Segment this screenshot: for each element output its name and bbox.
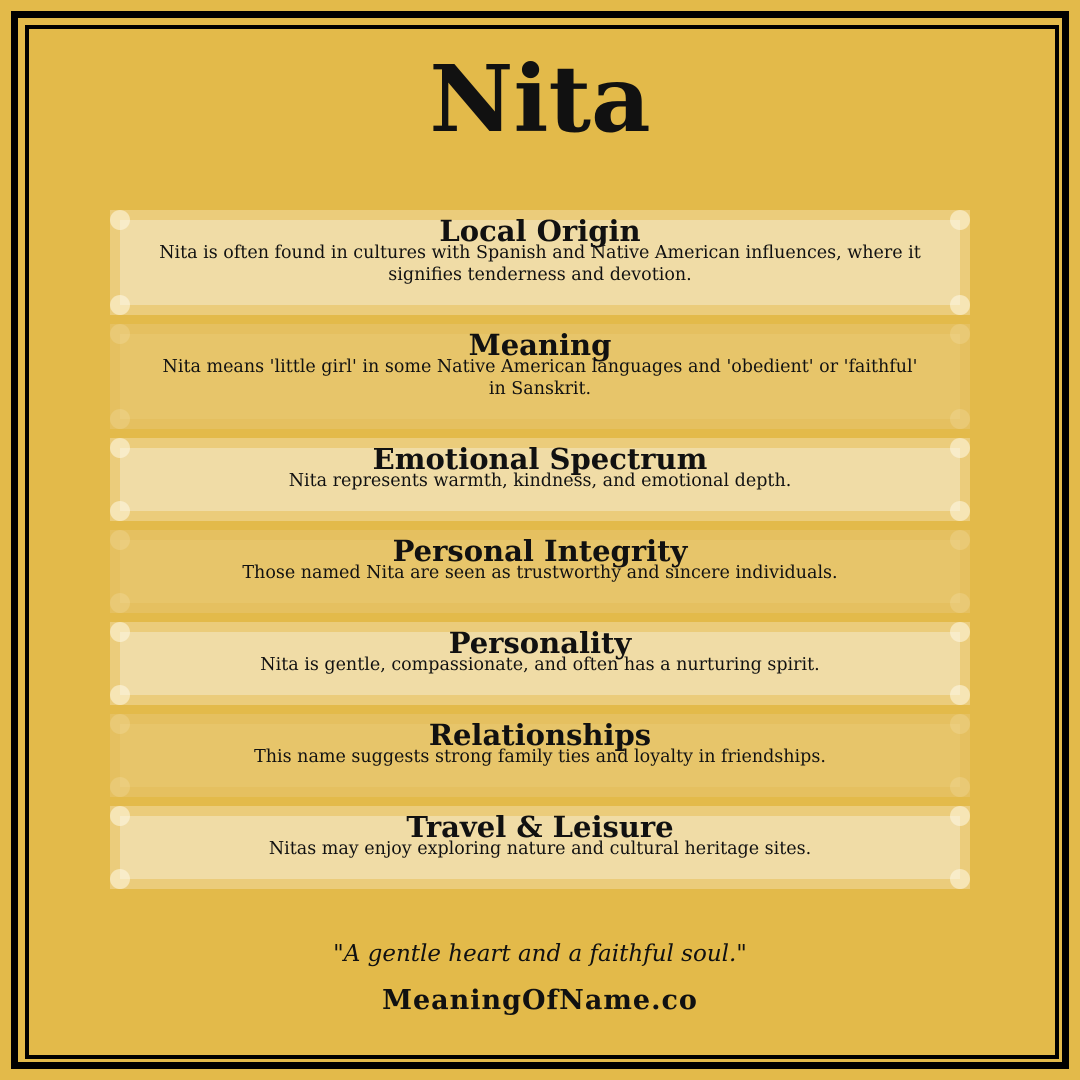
corner-dot-icon [950,324,970,344]
corner-dot-icon [110,501,130,521]
card-text: Nita is gentle, compassionate, and often has a nurturing spirit. [260,655,820,675]
card-text: Nita represents warmth, kindness, and emotional depth. [288,471,792,491]
corner-dot-icon [950,714,970,734]
corner-dot-icon [110,714,130,734]
corner-dot-icon [110,295,130,315]
corner-dot-icon [110,593,130,613]
card-text: Those named Nita are seen as trustworthy and sincere individuals. [242,563,838,583]
card-relationships [110,714,970,797]
corner-dot-icon [950,501,970,521]
corner-dot-icon [950,593,970,613]
card-text: Nitas may enjoy exploring nature and cultural heritage sites. [268,839,812,859]
card-heading: Relationships [428,718,652,752]
corner-dot-icon [950,685,970,705]
corner-dot-icon [110,409,130,429]
corner-dot-icon [950,622,970,642]
corner-dot-icon [110,530,130,550]
card-emotional-spectrum [110,438,970,521]
corner-dot-icon [110,685,130,705]
corner-dot-icon [950,409,970,429]
corner-dot-icon [110,210,130,230]
card-text: This name suggests strong family ties and loyalty in friendships. [254,747,826,767]
corner-dot-icon [110,324,130,344]
corner-dot-icon [950,530,970,550]
card-text: Nita means 'little girl' in some Native American languages and 'obedient' or 'faithful' in Sanskrit. [162,357,918,399]
card-heading: Personality [448,626,632,660]
card-personal-integrity [110,530,970,613]
corner-dot-icon [950,777,970,797]
corner-dot-icon [950,869,970,889]
card-personality [110,622,970,705]
quote: "A gentle heart and a faithful soul." [333,941,747,967]
corner-dot-icon [110,869,130,889]
corner-dot-icon [950,295,970,315]
card-text: Nita is often found in cultures with Spanish and Native American influences, where it signifies tenderness and devotion. [159,243,921,285]
corner-dot-icon [950,806,970,826]
card-heading: Personal Integrity [392,534,688,568]
corner-dot-icon [110,777,130,797]
corner-dot-icon [110,806,130,826]
card-local-origin [110,210,970,315]
corner-dot-icon [950,210,970,230]
corner-dot-icon [110,438,130,458]
corner-dot-icon [950,438,970,458]
page-title: Nita [429,45,651,153]
card-heading: Meaning [468,328,612,362]
corner-dot-icon [110,622,130,642]
card-heading: Emotional Spectrum [372,442,708,476]
card-meaning [110,324,970,429]
card-heading: Local Origin [439,214,641,248]
card-heading: Travel & Leisure [406,810,674,844]
site-name: MeaningOfName.co [382,985,698,1016]
card-travel-leisure [110,806,970,889]
